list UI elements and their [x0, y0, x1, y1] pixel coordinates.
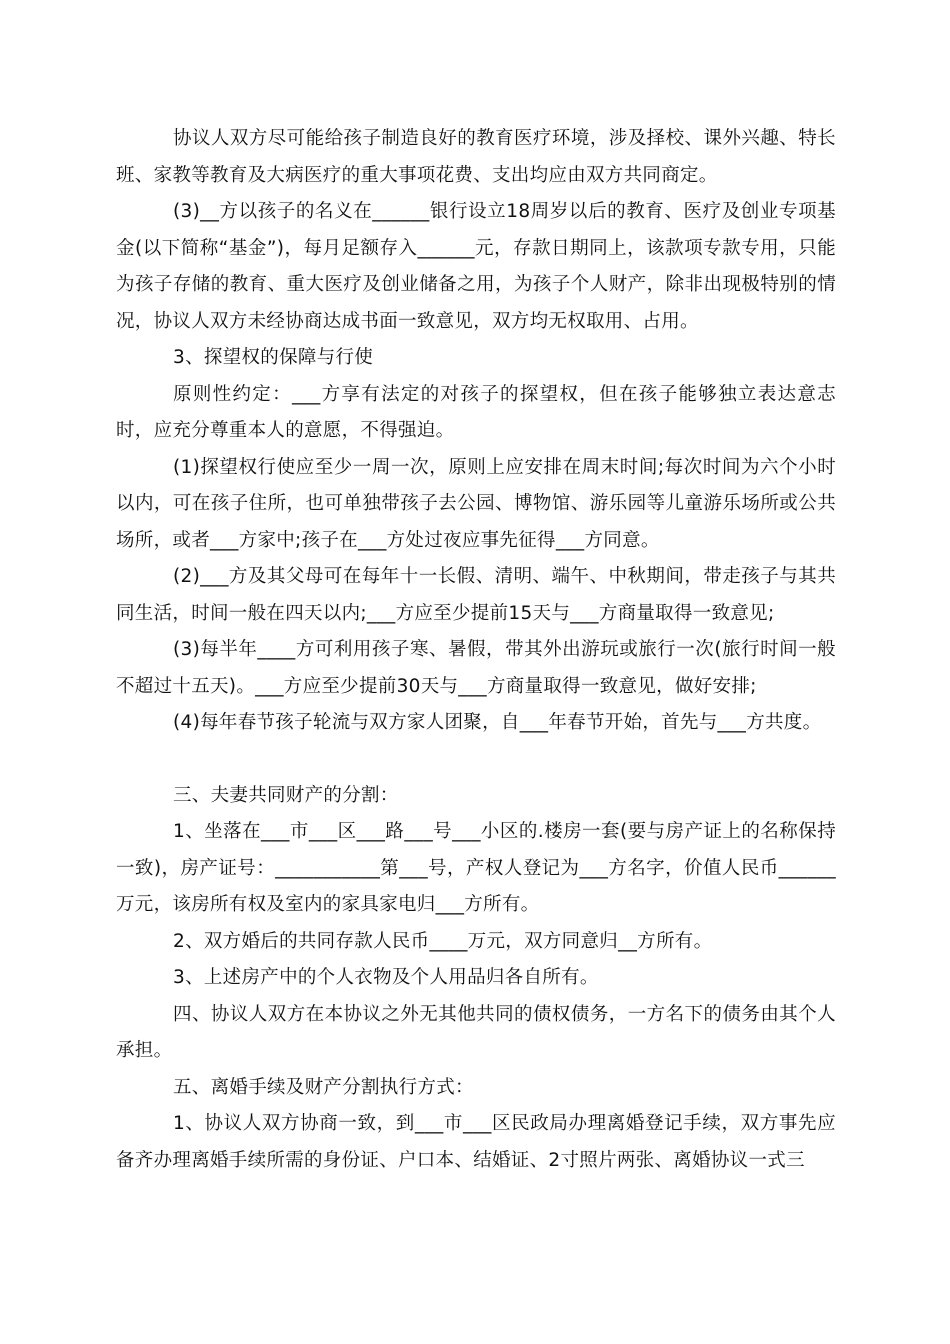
paragraph-property-house: 1、坐落在___市___区___路___号___小区的.楼房一套(要与房产证上的名称保持一致)，房产证号：___________第___号，产权人登记为___方名字，价值人民币______万元，该房所有权及室内的家具家电归___方所有。 [116, 821, 836, 915]
paragraph-visitation-4: (4)每年春节孩子轮流与双方家人团聚，自___年春节开始，首先与___方共度。 [173, 712, 822, 733]
document-body [116, 121, 836, 1179]
paragraph-visitation-3: (3)每半年____方可利用孩子寒、暑假，带其外出游玩或旅行一次(旅行时间一般不超过十五天)。___方应至少提前30天与___方商量取得一致意见，做好安排; [116, 639, 836, 697]
paragraph-procedure-heading: 五、离婚手续及财产分割执行方式： [173, 1076, 474, 1098]
paragraph-property-deposit: 2、双方婚后的共同存款人民币____万元，双方同意归__方所有。 [173, 930, 713, 952]
paragraph-education-medical: 协议人双方尽可能给孩子制造良好的教育医疗环境，涉及择校、课外兴趣、特长班、家教等教育及大病医疗的重大事项花费、支出均应由双方共同商定。 [116, 128, 836, 186]
paragraph-visitation-2: (2)___方及其父母可在每年十一长假、清明、端午、中秋期间，带走孩子与其共同生活，时间一般在四天以内;___方应至少提前15天与___方商量取得一致意见; [116, 566, 836, 624]
paragraph-fund: (3)__方以孩子的名义在______银行设立18周岁以后的教育、医疗及创业专项基金(以下简称“基金”)，每月足额存入______元，存款日期同上，该款项专款专用，只能为孩子存储的教育、重大医疗及创业储备之用，为孩子个人财产，除非出现极特别的情况，协议人双方未经协商达成书面一致意见，双方均无权取用、占用。 [116, 201, 836, 332]
paragraph-visitation-heading: 3、探望权的保障与行使 [173, 347, 374, 368]
paragraph-property-heading: 三、夫妻共同财产的分割： [173, 784, 399, 806]
paragraph-procedure-1: 1、协议人双方协商一致，到___市___区民政局办理离婚登记手续，双方事先应备齐办理离婚手续所需的身份证、户口本、结婚证、2寸照片两张、离婚协议一式三 [116, 1113, 836, 1171]
paragraph-debts: 四、协议人双方在本协议之外无其他共同的债权债务，一方名下的债务由其个人承担。 [116, 1003, 836, 1061]
paragraph-visitation-principle: 原则性约定：___方享有法定的对孩子的探望权，但在孩子能够独立表达意志时，应充分尊重本人的意愿，不得强迫。 [116, 383, 836, 441]
paragraph-visitation-1: (1)探望权行使应至少一周一次，原则上应安排在周末时间;每次时间为六个小时以内，可在孩子住所，也可单独带孩子去公园、博物馆、游乐园等儿童游乐场所或公共场所，或者___方家中;孩子在___方处过夜应事先征得___方同意。 [116, 456, 836, 551]
paragraph-property-personal: 3、上述房产中的个人衣物及个人用品归各自所有。 [173, 967, 599, 988]
section-gap [116, 742, 836, 778]
